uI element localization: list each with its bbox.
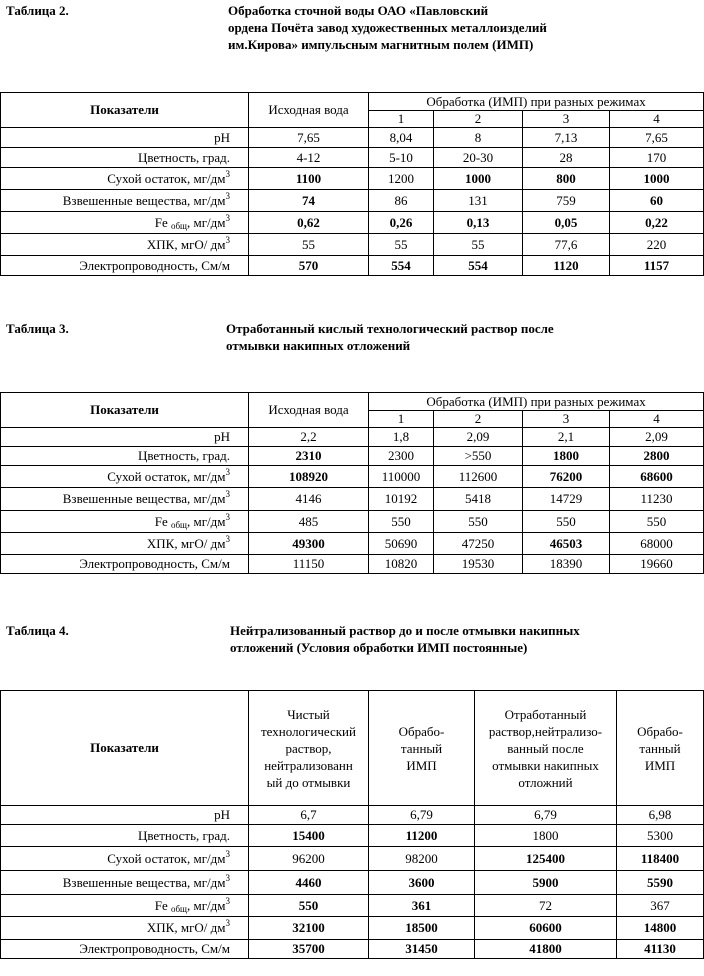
table-cell: 1800: [475, 825, 617, 847]
table-cell: 1200: [369, 168, 434, 190]
table-cell: 570: [249, 256, 369, 276]
row-label-text: Электропроводность, См/м: [79, 257, 230, 273]
table-cell: 361: [369, 895, 475, 917]
table-cell: 7,65: [610, 128, 704, 148]
table-cell: 15400: [249, 825, 369, 847]
header-source-water: Исходная вода: [249, 393, 369, 428]
table-3-number: Таблица 3.: [6, 321, 69, 336]
table-cell: 7,65: [249, 128, 369, 148]
table-cell: 550: [523, 511, 610, 533]
header-indicators: Показатели: [1, 93, 249, 128]
table-cell: 32100: [249, 917, 369, 940]
row-label: [1, 847, 249, 871]
table-cell: 170: [610, 148, 704, 168]
row-label: [1, 511, 249, 533]
table-cell: 1800: [523, 447, 610, 466]
table-cell: 77,6: [523, 234, 610, 256]
table-cell: 0,62: [249, 212, 369, 234]
table-cell: 2,09: [610, 428, 704, 447]
mode-header: 4: [610, 411, 704, 428]
row-label-text: ХПК, мгО/ дм: [146, 535, 226, 551]
table-cell: 49300: [249, 533, 369, 555]
row-label: [1, 825, 249, 847]
mode-header: 2: [434, 111, 523, 128]
table-row: [1, 256, 704, 276]
row-label-text: , мг/дм: [186, 897, 226, 913]
table-row: [1, 428, 704, 447]
row-label: [1, 533, 249, 555]
table-cell: 550: [434, 511, 523, 533]
table-cell: 1000: [610, 168, 704, 190]
row-label-text: Электропроводность, См/м: [79, 556, 230, 571]
table-row: [1, 847, 704, 871]
table-cell: 1157: [610, 256, 704, 276]
mode-header: 2: [434, 411, 523, 428]
table-row: [1, 511, 704, 533]
row-label-text: Цветность, град.: [137, 827, 230, 843]
table-cell: 4-12: [249, 148, 369, 168]
table-cell: 20-30: [434, 148, 523, 168]
table-row: [1, 940, 704, 959]
table-4-number: Таблица 4.: [6, 623, 69, 638]
table-3-caption: [6, 320, 696, 356]
row-label-text: ХПК, мгО/ дм: [146, 236, 226, 252]
table-cell: 5-10: [369, 148, 434, 168]
row-label: [1, 466, 249, 488]
table-4-body: [1, 806, 704, 959]
table-cell: 55: [369, 234, 434, 256]
table-cell: 6,79: [369, 806, 475, 825]
table-cell: 5300: [617, 825, 704, 847]
table-cell: 2,2: [249, 428, 369, 447]
table-cell: 18390: [523, 555, 610, 574]
row-label: [1, 555, 249, 574]
row-label-text: pH: [214, 129, 230, 145]
row-label-superscript: 3: [225, 466, 230, 477]
row-label-subscript: общ: [170, 903, 187, 914]
row-label-text: Взвешенные вещества, мг/дм: [62, 874, 226, 890]
table-cell: 1000: [434, 168, 523, 190]
row-label: [1, 447, 249, 466]
row-label-text: Fe: [154, 513, 171, 529]
table-cell: >550: [434, 447, 523, 466]
table-3: [0, 392, 704, 574]
table-cell: 19660: [610, 555, 704, 574]
table-cell: 35700: [249, 940, 369, 959]
row-label-text: Сухой остаток, мг/дм: [107, 850, 226, 866]
table-2-caption: [6, 2, 696, 58]
header-indicators: Показатели: [1, 393, 249, 428]
table-cell: 0,13: [434, 212, 523, 234]
header-treatment: Обработка (ИМП) при разных режимах: [369, 93, 704, 111]
table-4-title: Нейтрализованный раствор до и после отмывки накипных отложений (Условия обработки ИМП постоянные): [230, 623, 580, 655]
table-cell: 1120: [523, 256, 610, 276]
table-cell: 41800: [475, 940, 617, 959]
row-label-text: Сухой остаток, мг/дм: [107, 170, 226, 186]
table-row: [1, 190, 704, 212]
row-label-superscript: 3: [225, 168, 230, 179]
table-cell: 4460: [249, 871, 369, 895]
table-cell: 8,04: [369, 128, 434, 148]
table-cell: 550: [369, 511, 434, 533]
table-cell: 14800: [617, 917, 704, 940]
table-cell: 19530: [434, 555, 523, 574]
table-row: [1, 806, 704, 825]
table-cell: 55: [434, 234, 523, 256]
header-treated-imp: Обрабо- танный ИМП: [369, 691, 475, 806]
mode-header: 3: [523, 411, 610, 428]
table-cell: 112600: [434, 466, 523, 488]
table-cell: 18500: [369, 917, 475, 940]
row-label-text: Цветность, град.: [137, 149, 230, 165]
table-4: [0, 690, 704, 959]
table-cell: 28: [523, 148, 610, 168]
row-label-text: Взвешенные вещества, мг/дм: [62, 491, 226, 506]
header-treatment: Обработка (ИМП) при разных режимах: [369, 393, 704, 411]
table-row: [1, 447, 704, 466]
row-label-text: Электропроводность, См/м: [79, 941, 230, 956]
table-cell: 2,1: [523, 428, 610, 447]
table-cell: 41130: [617, 940, 704, 959]
table-row: [1, 466, 704, 488]
row-label-text: Сухой остаток, мг/дм: [107, 468, 226, 484]
row-label-text: , мг/дм: [186, 214, 226, 230]
table-2-body: [1, 128, 704, 276]
row-label-text: Взвешенные вещества, мг/дм: [62, 192, 226, 208]
mode-header: 4: [610, 111, 704, 128]
header-clean-solution: Чистый технологический раствор, нейтрализованн ый до отмывки: [249, 691, 369, 806]
table-row: [1, 168, 704, 190]
table-cell: 5418: [434, 488, 523, 511]
header-source-water: Исходная вода: [249, 93, 369, 128]
table-row: [1, 488, 704, 511]
table-row: [1, 555, 704, 574]
table-cell: 6,98: [617, 806, 704, 825]
table-cell: 72: [475, 895, 617, 917]
table-4-caption: [6, 622, 696, 658]
row-label-superscript: 3: [225, 190, 230, 201]
row-label: [1, 917, 249, 940]
row-label-text: Fe: [154, 214, 171, 230]
row-label: [1, 806, 249, 825]
table-row: [1, 148, 704, 168]
row-label: [1, 128, 249, 148]
table-cell: 0,22: [610, 212, 704, 234]
table-cell: 10192: [369, 488, 434, 511]
row-label-subscript: общ: [170, 220, 187, 231]
row-label: [1, 488, 249, 511]
table-cell: 96200: [249, 847, 369, 871]
table-cell: 10820: [369, 555, 434, 574]
table-row: [1, 234, 704, 256]
table-cell: 759: [523, 190, 610, 212]
table-3-title: Отработанный кислый технологический раствор после отмывки накипных отложений: [226, 321, 554, 353]
table-cell: 800: [523, 168, 610, 190]
table-row: [1, 825, 704, 847]
row-label-subscript: общ: [170, 519, 187, 530]
table-row: [1, 871, 704, 895]
table-cell: 8: [434, 128, 523, 148]
table-cell: 3600: [369, 871, 475, 895]
table-cell: 68000: [610, 533, 704, 555]
table-cell: 2310: [249, 447, 369, 466]
row-label-superscript: 3: [225, 895, 230, 906]
table-row: [1, 917, 704, 940]
mode-header: 1: [369, 411, 434, 428]
table-cell: 60: [610, 190, 704, 212]
row-label-text: pH: [214, 807, 230, 822]
table-cell: 2300: [369, 447, 434, 466]
table-cell: 31450: [369, 940, 475, 959]
table-cell: 68600: [610, 466, 704, 488]
header-spent-solution: Отработанный раствор,нейтрализо- ванный после отмывки накипных отложний: [475, 691, 617, 806]
table-cell: 131: [434, 190, 523, 212]
row-label-text: Цветность, град.: [137, 448, 230, 463]
row-label: [1, 428, 249, 447]
table-cell: 60600: [475, 917, 617, 940]
table-cell: 554: [434, 256, 523, 276]
row-label-superscript: 3: [225, 848, 230, 859]
row-label-text: , мг/дм: [186, 513, 226, 529]
mode-header: 3: [523, 111, 610, 128]
table-2: [0, 92, 704, 276]
row-label: [1, 168, 249, 190]
table-2-number: Таблица 2.: [6, 3, 69, 18]
row-label-superscript: 3: [225, 234, 230, 245]
table-2-title: Обработка сточной воды ОАО «Павловский ордена Почёта завод художественных металлоизделий им.Кирова» импульсным магнитным полем (ИМП): [228, 3, 547, 52]
row-label-superscript: 3: [225, 511, 230, 522]
table-cell: 4146: [249, 488, 369, 511]
row-label: [1, 148, 249, 168]
row-label: [1, 895, 249, 917]
table-cell: 11200: [369, 825, 475, 847]
header-indicators: Показатели: [1, 691, 249, 806]
row-label: [1, 256, 249, 276]
table-cell: 11230: [610, 488, 704, 511]
table-cell: 2,09: [434, 428, 523, 447]
table-cell: 7,13: [523, 128, 610, 148]
table-cell: 1,8: [369, 428, 434, 447]
row-label-superscript: 3: [225, 918, 230, 928]
table-cell: 47250: [434, 533, 523, 555]
table-cell: 554: [369, 256, 434, 276]
row-label: [1, 212, 249, 234]
table-cell: 5590: [617, 871, 704, 895]
table-cell: 14729: [523, 488, 610, 511]
table-cell: 46503: [523, 533, 610, 555]
row-label: [1, 940, 249, 959]
row-label-text: pH: [214, 429, 230, 444]
row-label-superscript: 3: [225, 872, 230, 883]
table-cell: 220: [610, 234, 704, 256]
row-label: [1, 190, 249, 212]
table-cell: 118400: [617, 847, 704, 871]
table-cell: 110000: [369, 466, 434, 488]
mode-header: 1: [369, 111, 434, 128]
table-cell: 55: [249, 234, 369, 256]
table-row: [1, 533, 704, 555]
row-label-superscript: 3: [225, 533, 230, 544]
table-cell: 11150: [249, 555, 369, 574]
row-label: [1, 871, 249, 895]
table-cell: 50690: [369, 533, 434, 555]
table-cell: 6,79: [475, 806, 617, 825]
table-cell: 108920: [249, 466, 369, 488]
table-row: [1, 895, 704, 917]
table-row: [1, 212, 704, 234]
table-cell: 0,26: [369, 212, 434, 234]
row-label-text: ХПК, мгО/ дм: [146, 920, 226, 935]
table-3-body: [1, 428, 704, 574]
table-cell: 6,7: [249, 806, 369, 825]
table-cell: 1100: [249, 168, 369, 190]
row-label-superscript: 3: [225, 489, 230, 499]
table-cell: 76200: [523, 466, 610, 488]
table-cell: 125400: [475, 847, 617, 871]
row-label: [1, 234, 249, 256]
header-treated-imp: Обрабо- танный ИМП: [617, 691, 704, 806]
table-cell: 0,05: [523, 212, 610, 234]
table-row: [1, 128, 704, 148]
table-cell: 98200: [369, 847, 475, 871]
table-cell: 86: [369, 190, 434, 212]
table-cell: 2800: [610, 447, 704, 466]
table-cell: 550: [610, 511, 704, 533]
table-cell: 367: [617, 895, 704, 917]
table-cell: 485: [249, 511, 369, 533]
row-label-text: Fe: [154, 897, 171, 913]
row-label-superscript: 3: [225, 212, 230, 223]
table-cell: 74: [249, 190, 369, 212]
table-cell: 5900: [475, 871, 617, 895]
table-cell: 550: [249, 895, 369, 917]
